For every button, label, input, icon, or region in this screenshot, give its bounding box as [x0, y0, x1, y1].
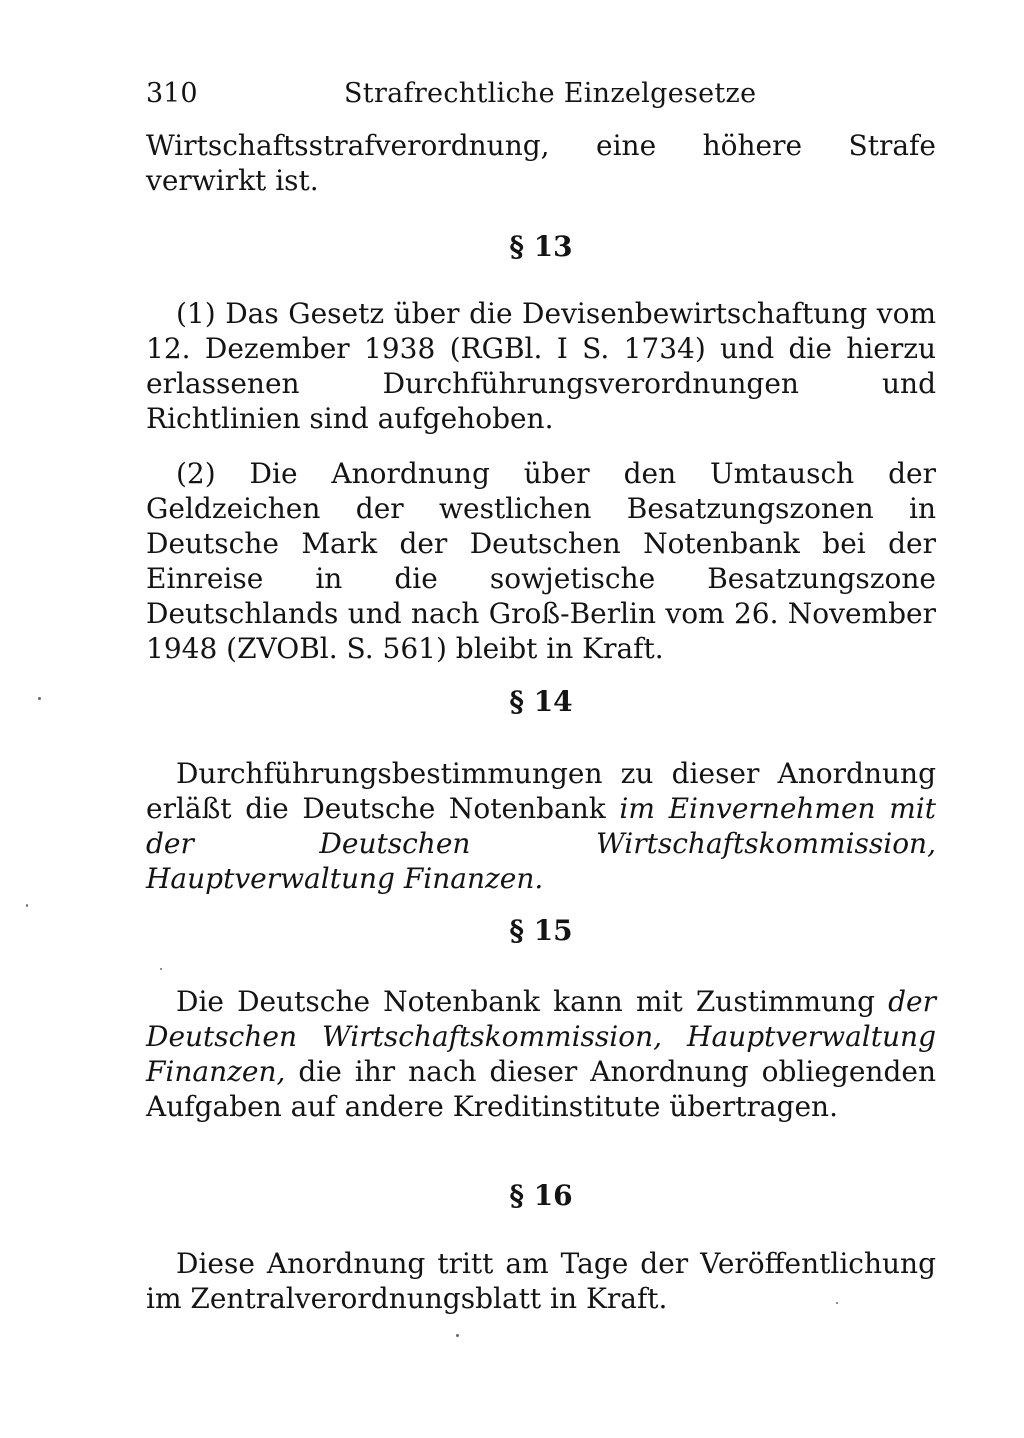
section-13-paragraph-1: (1) Das Gesetz über die Devisenbewirtschaftung vom 12. Dezember 1938 (RGBl. I S. 1734) und die hierzu erlassenen Durchführungsverordnungen und Richtlinien sind aufgehoben.: [146, 297, 936, 435]
section-15-paragraph: [146, 984, 936, 1124]
section-14-heading: § 14: [509, 685, 573, 718]
section-16-heading: § 16: [509, 1179, 573, 1212]
section-14-text-italic: im Einvernehmen mit der Deutschen Wirtschaftskommission, Hauptverwaltung Finanzen.: [146, 792, 936, 895]
running-title: Strafrechtliche Einzelgesetze: [344, 78, 757, 109]
section-15-text-start: Die Deutsche Notenbank kann mit Zustimmung: [176, 985, 875, 1018]
page-header: [146, 78, 936, 118]
section-16-paragraph: Diese Anordnung tritt am Tage der Veröffentlichung im Zentralverordnungsblatt in Kraft.: [146, 1247, 936, 1315]
paper-speck: [160, 968, 162, 970]
section-14-text-plain: Durchführungsbestimmungen zu dieser Anordnung erläßt die Deutsche Notenbank: [146, 757, 936, 825]
section-15-heading: § 15: [509, 914, 573, 947]
paper-speck: [38, 697, 41, 700]
section-15-text-italic: der Deutschen Wirtschaftskommission, Hauptverwaltung Finanzen,: [146, 985, 937, 1088]
continuation-paragraph: Wirtschaftsstrafverordnung, eine höhere Strafe verwirkt ist.: [146, 129, 936, 197]
section-15-text-end: die ihr nach dieser Anordnung obliegenden Aufgaben auf andere Kreditinstitute übertragen.: [146, 1055, 936, 1123]
paper-speck: [456, 1334, 459, 1337]
section-13-heading: § 13: [509, 230, 573, 263]
paper-speck: [26, 904, 28, 907]
section-14-paragraph: [146, 756, 936, 896]
section-13-paragraph-2: (2) Die Anordnung über den Umtausch der Geldzeichen der westlichen Besatzungszonen in Deutsche Mark der Deutschen Notenbank bei der Einreise in die sowjetische Besatzungszone Deutschlands und nach Groß-Berlin vom 26. November 1948 (ZVOBl. S. 561) bleibt in Kraft.: [146, 457, 936, 665]
page-number: 310: [146, 78, 198, 109]
paper-speck: [836, 1302, 838, 1304]
